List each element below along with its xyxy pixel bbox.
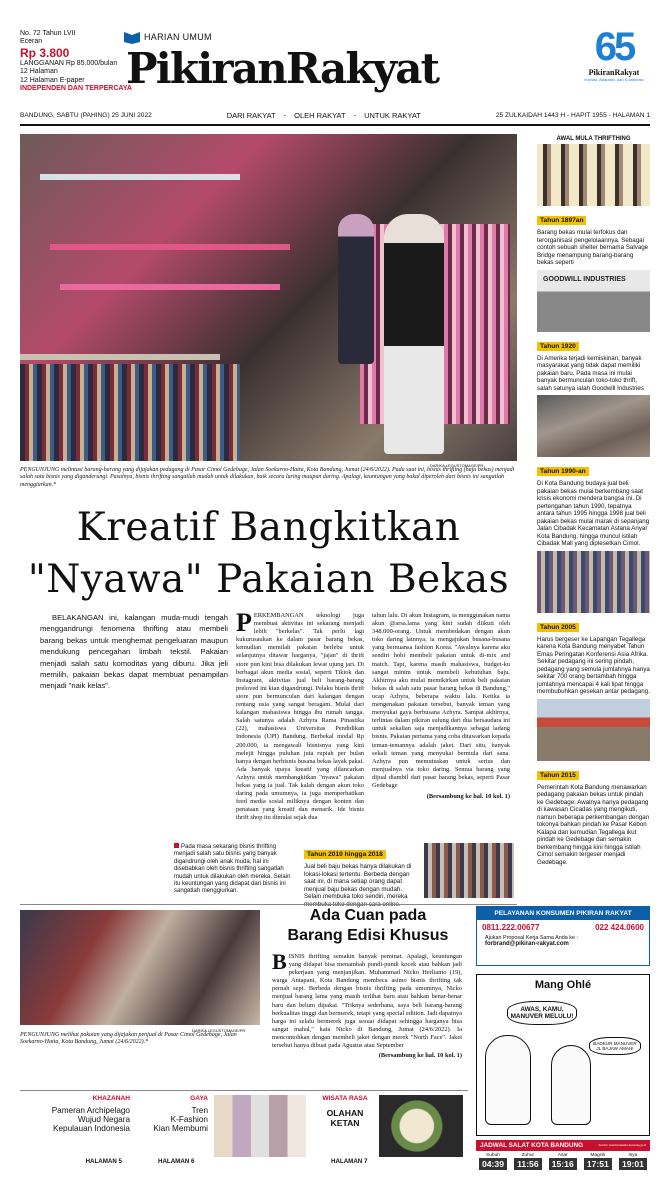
harian-umum: HARIAN UMUM — [144, 32, 212, 42]
prayer-header — [476, 1140, 650, 1151]
anniversary-brand: PikiranRakyat — [588, 68, 640, 77]
timeline-illustration — [537, 144, 650, 206]
prayer-time-isya — [619, 1153, 647, 1170]
prayer-time-zuhur — [514, 1153, 542, 1170]
section-rule — [20, 904, 517, 905]
shopper-figure — [384, 214, 444, 454]
timeline-item-3 — [537, 460, 650, 548]
timeline-year: Tahun 2015 — [537, 771, 579, 780]
prayer-name: Isya — [628, 1153, 638, 1158]
second-photo-credit: DARIKA LEGUSTOMAGE/PR — [192, 1028, 246, 1033]
subscription: LANGGANAN Rp 85.000/bulan — [20, 59, 118, 67]
timeline-photo — [537, 551, 650, 613]
prayer-time-asar — [549, 1153, 577, 1170]
prayer-time-value: 17:51 — [584, 1158, 612, 1170]
service-title: PELAYANAN KONSUMEN PIKIRAN RAKYAT — [477, 907, 649, 920]
dropcap: P — [236, 608, 252, 637]
timeline-item-1 — [537, 209, 650, 267]
motto-3: UNTUK RAKYAT — [364, 111, 421, 120]
timeline-item-5 — [537, 764, 650, 867]
second-headline — [268, 906, 468, 946]
second-photo — [20, 910, 260, 1025]
promo-text-3: Kian Membumi — [153, 1124, 208, 1133]
prayer-times — [476, 1140, 650, 1176]
box-2018-year: Tahun 2010 hingga 2018 — [304, 850, 386, 859]
issue-number: No. 72 Tahun LVII — [20, 30, 76, 37]
prayer-time-value: 11:56 — [514, 1158, 542, 1170]
prayer-time-value: 15:16 — [549, 1158, 577, 1170]
promo-page: HALAMAN 7 — [331, 1158, 368, 1165]
promo-wisata-text — [315, 1095, 375, 1128]
phone-2[interactable]: 022 424.0600 — [595, 923, 644, 932]
promo-text-2: KETAN — [330, 1118, 360, 1128]
promo-gaya-photo — [214, 1095, 306, 1157]
article-col-2-text: tahun lalu. Di akun Instagram, ia menggunakan nama akun @arsa.lama yang kini sudah diikuti oleh 348.000-orang. Untuk membedakan dengan akun toko daring lainnya, ia mengajukan busana-busana yang bernuansa fashion Korea. "Awalnya karena aku sendiri hobi membeli pakaian untuk di-mix and match. Tapi, karena masih mahasiswa, budget-ku sangat minim untuk membeli kebutuhan baju. Akhirnya aku mulai memikirkan untuk beli pakaian bekas di salah satu pasar barang bekas di Bandung," ucap Azhyra, beberapa waktu lalu. Ketika ia mengenakan pakaian tersebut, banyak teman yang menyukai gaya berbusana Azhyra. Sampai akhirnya, terlintas dalam pikiran sulung dari dua bersaudara ini untuk sekalian saja menjadikannya sebagai ladang bisnis. Pakaian pertama yang coba ditawarkan kepada teman-temannya adalah jaket. Dari situ, banyak sekali teman yang menyukai bermula dari sana. Azhyra pun memutuskan untuk serius dan menjualnya via toko daring. Semua barang yang dijual diambil dari pasar barang bekas, seperti Pasar Gedebage — [372, 612, 510, 789]
timeline-text: Harus bergeser ke Lapangan Tegallega karena Kota Bandung menyabet Tahun Emas Peringatan Konferensi Asia Afrika. Sekitar pedagang ini sering pindah, pedagang yang semula jumlahnya hanya sekitar 700 orang bertambah hingga jumlahnya mencapai 4 kali lipat hingga membubuhkan gesekan antar pedagang. — [537, 635, 650, 695]
service-box — [476, 906, 650, 966]
promo-page: HALAMAN 6 — [158, 1158, 195, 1165]
headline — [20, 502, 517, 606]
motto-2: OLEH RAKYAT — [294, 111, 346, 120]
book-icon — [124, 30, 140, 44]
sidebar-note — [174, 843, 292, 896]
promo-text-1: Pameran Archipelago — [51, 1106, 130, 1115]
timeline-year: Tahun 2005 — [537, 623, 579, 632]
article-col-1-text: ERKEMBANGAN teknologi juga membuat aktivitas ini sekarang menjadi lebih "berkelas". Tak perlu lagi kukurusaukan ke dalam pasar barang bekas, kemudian memilah pakaian berlebu untuk selanjutnya ditawar harganya, "jajan" di thrift store pun kini bisa dilakukan lewat ujung jari. Di berbagai akun media sosial, seperti Tiktok dan Instagram, aktivitas jual beli barang-barang preloved ini kian digandrungi. Pelaku bisnis thrift store pun bermunculan dari kalangan dengan rentang usia yang sangat beragam. Mulai dari kalangan mahasiswa hingga ibu rumah tangga. Salah satunya adalah Azhyra Rama Pinastika (22), mahasiswa Universitas Pendidikan Indonesia (UPI) Bandung. Berbekal modal Rp 200.000, ia mengawali bisnisnya yang kini melejit hingga puluhan juta rupiah per bulan hanya dengan berbisnis busana bekas layak pakai. Ada banyak upaya kreatif yang dilancarkan Azhyra untuk membangkitkan "nyawa" pakaian bekas yang ia jual. Tak kalah dengan akun toko daring pada umumnya, ia juga memperhatikan feed media sosial miliknya dengan konten dan penataan yang kreatif dan menarik. Ide bisnis thrift shop itu dimulai sejak dua — [236, 612, 364, 822]
promo-text-2: Wujud Negara — [77, 1115, 130, 1124]
prayer-source: Sumber: www.bimasislam.kemenag.go.id — [598, 1144, 646, 1147]
date-left: BANDUNG, SABTU (PAHING) 25 JUNI 2022 — [20, 112, 152, 119]
prayer-name: Subuh — [486, 1153, 500, 1158]
cartoon-panel — [476, 974, 650, 1136]
timeline-photo — [537, 699, 650, 761]
goodwill-photo — [537, 270, 650, 332]
red-marker-icon — [174, 843, 179, 848]
cartoon-figure-1 — [485, 1035, 531, 1125]
timeline-text: Di Kota Bandung budaya jual beli pakaian bekas mulai berkembang saat krisis ekonomi mendera bangsa ini. Di pertengahan tahun 1990, tepatnya antara tahun 1995 hingga 1998 jual beli pakaian bekas mulai marak di sepanjang Jalan Cibadak Kecamatan Astana Anyar Kota Bandung, hingga muncul istilah Cibadak Mall yang diplesetkan Cimol. — [537, 480, 650, 547]
dateline-bar — [20, 111, 650, 120]
footer-divider — [20, 1090, 468, 1091]
promo-wisata-rasa[interactable] — [315, 1095, 465, 1175]
cartoon-figure-2 — [551, 1045, 591, 1125]
second-photo-caption: PENGUNJUNG melihat pakaian yang dijajakan penjual di Pasar Cimol Gedebage, Jalan Soekarno-Hatta, Kota Bandung, Jumat (24/6/2022).* — [20, 1032, 237, 1046]
promo-gaya-text — [138, 1095, 208, 1133]
prayer-title: JADWAL SALAT KOTA BANDUNG — [480, 1142, 584, 1149]
promo-wisata-photo — [379, 1095, 463, 1157]
epaper-count: 12 Halaman E-paper — [20, 76, 85, 84]
prayer-time-value: 19:01 — [619, 1158, 647, 1170]
cartoon-title: Mang Ohlé — [534, 979, 592, 991]
prayer-row — [476, 1151, 650, 1170]
promo-title: KHAZANAH — [92, 1095, 130, 1102]
lead-paragraph: BELAKANGAN ini, kalangan muda-mudi tengah menggandrungi fenomena thrifting atau membeli barang bekas untuk menghemat pengeluaran maupun mendukung pencegahan limbah tekstil. Pakaian menjadi salah satu komoditas yang diburu. Jika jeli memilih, pakaian bekas dapat membuat penampilan menjadi "naik kelas". — [40, 613, 228, 691]
promo-text-1: OLAHAN — [326, 1108, 364, 1118]
prayer-time-subuh — [479, 1153, 507, 1170]
prayer-time-magrib — [584, 1153, 612, 1170]
box-2018-text: Jual beli baju bekas hanya dilakukan di lokasi-lokasi tertentu. Berbeda dengan saat ini, di mana setiap orang dapat menjual baju bekas dengan mudah. Selain membuka toko sendiri, mereka — [304, 863, 412, 900]
anniversary-number: 65 — [594, 25, 634, 69]
motto-sep-2: - — [353, 111, 357, 120]
date-right: 25 ZULKAIDAH 1443 H - HAPIT 1955 - HALAMAN 1 — [495, 112, 650, 119]
masthead-rule — [20, 124, 650, 126]
promo-text-3: Kepulauan Indonesia — [53, 1124, 130, 1133]
second-headline-line-2: Barang Edisi Khusus — [287, 927, 449, 944]
main-photo-caption: PENGUNJUNG melintasi barang-barang yang dijajakan pedagang di Pasar Cimol Gedebage, Jalan Soekarno-Hatta, Kota Bandung, Jumat (24/6/2022). Pada saat ini, bisnis thrifting (baju bekas) menjadi salah satu bisnis yang diganderungi. Pasalnya, bisnis thrifting sangatlah mudah untuk dilakukan, baik secara luring maupun daring. Apalagi, keuntungan yang bakal diperoleh dari bisnis ini sangatlah menggiurkan.* — [20, 467, 515, 488]
second-continued: (Bersambung ke hal. 10 kol. 1) — [378, 1052, 462, 1060]
timeline-text: Barang bekas mulai terfokus dan terorganisasi pengelolaannya. Sebagai contoh sebuah shelter bernama Salvage Bridge menampung barang-barang bekas seperti — [537, 229, 649, 266]
promo-page: HALAMAN 5 — [85, 1158, 122, 1165]
price: Rp 3.800 — [20, 45, 70, 60]
second-headline-line-1: Ada Cuan pada — [309, 907, 427, 924]
tagline: INDEPENDEN DAN TERPERCAYA — [20, 85, 132, 93]
second-story-text: ISNIS thrifting semakin banyak peminat. Apalagi, keuntungan yang didapat bisa menambah pundi-pundi kocek atau bahkan jadi pekerjaan yang menjanjikan. Muhammad Nicko Herlianto (19), warga Antapani, Kota Bandung membeca asimo bisnis thrifting tak pernah sepi. Berbeda dengan bisnis thrifting pada umumnya, Nicko menjual barang lama yang masih terlihat baru atau bahkan benar-benar baru dan belum dipakai. "Triknya sederhana, saya beli barang-barang berkualitas tinggi dan bermerek, tetapi yang special edition. Jadi dapatnya harga ini selalu bermerek juga sesuai didapat sehingga harganya bisa sangat mahal," kata Nicko di Bandung, Jumat (24/6/2022). Ia mencontohkan dengan membeli jaket dengan merek "North Face". Jaket tersebut hanya dibuat pada Agustus atau September — [272, 953, 462, 1050]
timeline-text: Di Amerika terjadi kemiskinan, banyak masyarakat yang tidak dapat memiliki pakaian baru. Pada masa ini mulai banyak bermunculan toko-toko thrift, salah satunya ialah Goodwill Industries — [537, 354, 644, 392]
shopper-figure-2 — [338, 214, 374, 364]
prayer-name: Asar — [557, 1153, 568, 1158]
phone-1[interactable]: 0811.222.00677 — [482, 923, 540, 932]
box-2018-photo — [424, 843, 514, 898]
photo-credit: DARIKA LEGUSTOMAGE/PR — [430, 463, 484, 468]
timeline-year: Tahun 1920 — [537, 342, 579, 351]
motto-sep-1: - — [283, 111, 287, 120]
retail-label: Eceran — [20, 38, 43, 46]
anniversary-logo — [578, 25, 650, 82]
harian-umum-row — [124, 30, 212, 44]
prayer-name: Zuhur — [521, 1153, 535, 1158]
timeline-header: AWAL MULA THRIFTHING — [556, 136, 631, 142]
promo-title: GAYA — [190, 1095, 208, 1102]
newspaper-logo: PikiranRakyat — [126, 44, 439, 93]
goodwill-sign: GOODWILL INDUSTRIES — [543, 275, 626, 283]
box-2018 — [304, 843, 418, 908]
headline-line-2: "Nyawa" Pakaian Bekas — [27, 557, 510, 602]
timeline-column — [537, 134, 650, 894]
cartoon-bubble-1: AWAS, KAMU, MANUVER MELULU! — [507, 1001, 577, 1025]
anniversary-tagline: Inovasi, Adaptasi, dan Kolaborasi — [584, 77, 644, 82]
timeline-item-2 — [537, 335, 650, 393]
timeline-photo — [537, 395, 650, 457]
article-col-2 — [372, 612, 510, 801]
headline-line-1: Kreatif Bangkitkan — [76, 505, 461, 550]
prayer-time-value: 04:39 — [479, 1158, 507, 1170]
service-ajuan: Ajukan Proposal Kerja Sama Anda ke : — [485, 935, 578, 941]
promo-khazanah[interactable] — [20, 1095, 130, 1175]
service-phones — [477, 920, 649, 935]
promo-gaya[interactable] — [138, 1095, 308, 1175]
promo-text-1: Tren — [191, 1106, 208, 1115]
motto — [227, 111, 421, 120]
timeline-year: Tahun 1990-an — [537, 467, 589, 476]
cartoon-bubble-2: BADEUR MANUVER JL BAJAW AMAH! — [589, 1037, 641, 1055]
motto-1: DARI RAKYAT — [226, 111, 276, 120]
timeline-text: Pemerintah Kota Bandung menawarkan pedagang pakaian bekas untuk pindah ke Gedebage. Awalnya hanya pedagang di kawasan Cicadas yang mengikuti, namun beberapa perkembangan dengan tokonya bahkan pindah ke Pasar Kebon Kalapa dan kemudian Tegallega ikut pindah ke Gedebage dan semakin berkembang hingga kini hingga istilah Cimol semakin tergeser menjadi Gedebage. — [537, 783, 650, 866]
article-col-1 — [236, 608, 364, 822]
promo-text-2: K-Fashion — [170, 1115, 208, 1124]
promo-title: WISATA RASA — [322, 1095, 368, 1102]
service-email[interactable]: forbrand@pikiran-rakyat.com — [485, 941, 569, 947]
sidebar-note-text: Pada masa sekarang bisnis thrifting menjadi salah satu bisnis yang banyak digandrungi oleh anak muda, hal ini disebabkan oleh bisnis thrifting sangatlah mudah untuk dilakukan oleh mereka. Selain itu keuntungan yang didapat dari bisnis ini sangatlah menggiurkan. — [174, 844, 291, 895]
main-photo — [20, 134, 517, 461]
prayer-name: Magrib — [590, 1153, 606, 1158]
continued-note: (Bersambung ke hal. 10 kol. 1) — [426, 793, 510, 801]
page-count: 12 Halaman — [20, 68, 58, 76]
timeline-item-4 — [537, 616, 650, 696]
second-dropcap: B — [272, 949, 287, 974]
timeline-year: Tahun 1897an — [537, 216, 586, 225]
second-story-body — [272, 949, 462, 1060]
